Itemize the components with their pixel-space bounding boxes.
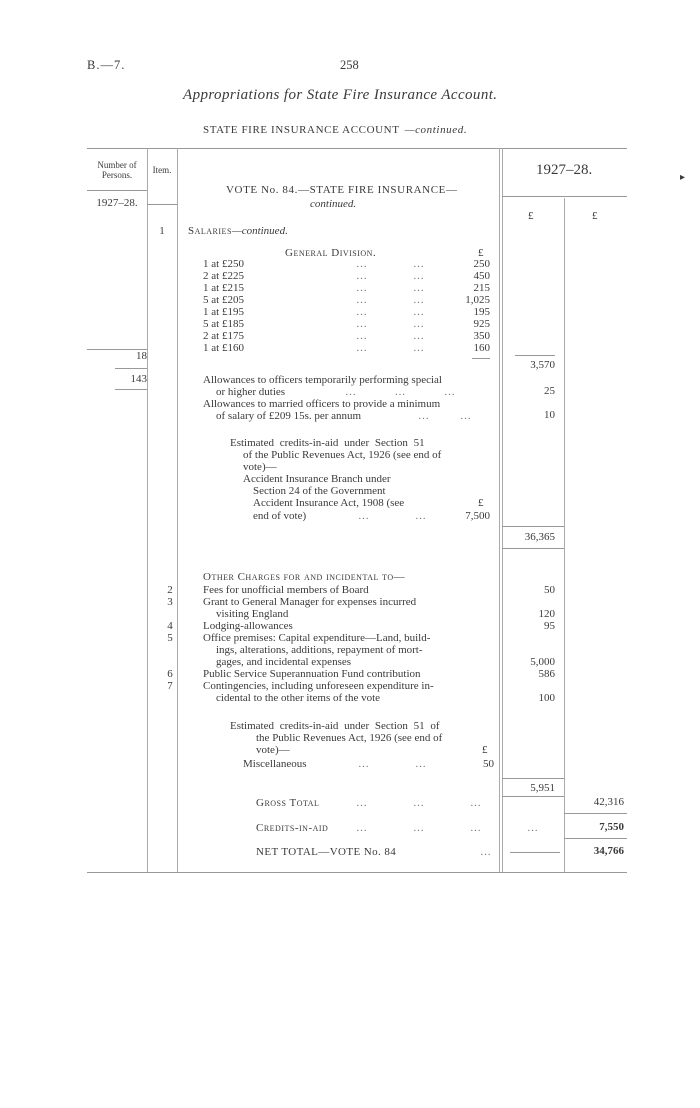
vote-heading: VOTE No. 84.—STATE FIRE INSURANCE—: [226, 184, 458, 196]
other-charge-item-number: 4: [167, 620, 173, 632]
credits-in-aid-amount: 7,550: [599, 821, 624, 833]
persons-total: 143: [130, 373, 147, 385]
salaries-item-number: 1: [159, 225, 165, 237]
other-charge-description: ings, alterations, additions, repayment of mort-: [216, 644, 423, 656]
gross-total-rule: [502, 796, 564, 797]
salaries-label: Salaries—continued.: [188, 225, 288, 237]
salaries-credits-line6: Accident Insurance Act, 1908 (see: [253, 497, 405, 509]
vote-heading-continued: continued.: [310, 198, 357, 210]
allowance2-line1: Allowances to married officers to provide a minimum: [203, 398, 441, 410]
table-top-rule: [87, 148, 627, 149]
salary-grade-label: 1 at £160: [203, 342, 244, 354]
salaries-label-text: Salaries: [188, 225, 232, 237]
other-charges-heading: Other Charges for and incidental to—: [203, 571, 406, 583]
salaries-credits-line2: of the Public Revenues Act, 1926 (see end of: [243, 449, 442, 461]
salaries-sum-rule: [472, 358, 490, 359]
other-credits-line4: Miscellaneous: [243, 758, 307, 770]
year-column-header: 1927–28.: [536, 162, 593, 178]
page-subtitle: [203, 124, 467, 136]
column-divider-persons: [147, 148, 148, 872]
credits-in-aid-leaders: … … …: [356, 822, 482, 834]
net-total-dash: [510, 852, 560, 853]
salaries-total-rule-top: [502, 526, 564, 527]
page-code: B.—7.: [87, 58, 126, 72]
salaries-credits-amount: 7,500: [465, 510, 490, 522]
salary-grade-label: 1 at £215: [203, 282, 244, 294]
column-divider-item: [177, 148, 178, 872]
salary-grade-leaders: … …: [356, 294, 425, 306]
margin-mark: ▸: [680, 172, 686, 183]
other-credits-line3: vote)—: [256, 744, 290, 756]
salary-grade-leaders: … …: [356, 306, 425, 318]
column-divider-desc-double: [502, 148, 503, 872]
salary-grade-leaders: … …: [356, 318, 425, 330]
gross-total-label: Gross Total: [256, 797, 320, 809]
salary-grade-amount: 1,025: [465, 294, 490, 306]
column-divider-amounts: [564, 198, 565, 872]
salary-grade-amount: 450: [473, 270, 490, 282]
salaries-credits-line1: Estimated credits-in-aid under Section 51: [230, 437, 425, 449]
other-charge-description: Office premises: Capital expenditure—Land, build-: [203, 632, 431, 644]
page-number: 258: [340, 58, 359, 72]
salaries-credits-line4: Accident Insurance Branch under: [243, 473, 391, 485]
persons-header-rule: [87, 190, 147, 191]
salaries-total: 36,365: [524, 531, 555, 543]
table-bottom-rule: [87, 872, 627, 873]
salaries-label-continued: continued.: [241, 225, 288, 237]
salary-grade-amount: 160: [473, 342, 490, 354]
gross-total-leaders: … … …: [356, 797, 482, 809]
other-charge-amount: 120: [538, 608, 555, 620]
salaries-credits-line3: vote)—: [243, 461, 277, 473]
salaries-total-rule-bottom: [502, 548, 564, 549]
subtotal-rule: [515, 355, 555, 356]
salary-grade-label: 5 at £185: [203, 318, 244, 330]
subtitle-text: STATE FIRE INSURANCE ACCOUNT: [203, 124, 400, 136]
salary-grade-leaders: … …: [356, 342, 425, 354]
page-title: Appropriations for State Fire Insurance Account.: [183, 87, 498, 103]
salary-grade-amount: 215: [473, 282, 490, 294]
net-total-rule-top: [564, 838, 627, 839]
other-charge-description: visiting England: [216, 608, 289, 620]
salary-grade-leaders: … …: [356, 258, 425, 270]
salaries-credits-leaders: … …: [358, 510, 427, 522]
salary-grade-leaders: … …: [356, 330, 425, 342]
column-divider-desc: [499, 148, 500, 872]
credits-in-aid-label: Credits-in-aid: [256, 822, 329, 834]
other-charge-item-number: 5: [167, 632, 173, 644]
other-charge-item-number: 7: [167, 680, 173, 692]
other-charge-description: gages, and incidental expenses: [216, 656, 352, 668]
salary-grade-label: 5 at £205: [203, 294, 244, 306]
salary-grade-leaders: … …: [356, 270, 425, 282]
other-charge-amount: 50: [544, 584, 555, 596]
allowance1-line1: Allowances to officers temporarily performing special: [203, 374, 442, 386]
other-charge-description: Contingencies, including unforeseen expenditure in-: [203, 680, 434, 692]
other-charge-description: cidental to the other items of the vote: [216, 692, 381, 704]
other-credits-amount: 50: [483, 758, 494, 770]
salary-grade-amount: 250: [473, 258, 490, 270]
item-column-header: Item.: [152, 165, 172, 175]
allowance1-line2: or higher duties: [216, 386, 286, 398]
other-charges-total: 5,951: [530, 782, 555, 794]
salaries-subtotal: 3,570: [530, 359, 555, 371]
net-total-amount: 34,766: [593, 845, 624, 857]
subtitle-continued: —continued.: [404, 124, 468, 136]
general-division-heading: General Division.: [285, 247, 377, 259]
other-credits-pound: £: [482, 744, 488, 756]
persons-year: 1927–28.: [96, 197, 138, 209]
salaries-credits-line7: end of vote): [253, 510, 307, 522]
salaries-pound-sign: £: [478, 247, 484, 259]
pound-column-2: £: [592, 210, 598, 222]
salaries-credits-pound: £: [478, 497, 484, 509]
item-header-rule: [147, 204, 177, 205]
other-charge-item-number: 3: [167, 596, 173, 608]
credits-total-rule-top: [564, 813, 627, 814]
salary-grade-label: 1 at £250: [203, 258, 244, 270]
other-charge-description: Public Service Superannuation Fund contribution: [203, 668, 421, 680]
salaries-credits-line5: Section 24 of the Government: [253, 485, 386, 497]
salary-grade-label: 2 at £225: [203, 270, 244, 282]
persons-total-rule-top: [115, 368, 147, 369]
other-charge-amount: 95: [544, 620, 555, 632]
pound-column-1: £: [528, 210, 534, 222]
salary-grade-label: 2 at £175: [203, 330, 244, 342]
allowance2-line2: of salary of £209 15s. per annum: [216, 410, 362, 422]
net-total-leaders: …: [480, 846, 492, 858]
allowance1-leaders: … … …: [345, 386, 456, 398]
year-header-rule: [502, 196, 627, 197]
other-charge-amount: 586: [538, 668, 555, 680]
other-charge-description: Fees for unofficial members of Board: [203, 584, 369, 596]
persons-column-header: Number of Persons.: [97, 160, 137, 180]
net-total-label: NET TOTAL—VOTE No. 84: [256, 846, 397, 858]
other-credits-leaders: … …: [358, 758, 427, 770]
salary-grade-amount: 195: [473, 306, 490, 318]
salary-grade-amount: 925: [473, 318, 490, 330]
credits-in-aid-blank: …: [527, 822, 539, 834]
other-credits-line1: Estimated credits-in-aid under Section 51 of: [230, 720, 440, 732]
other-total-rule-top: [502, 778, 564, 779]
other-charge-description: Lodging-allowances: [203, 620, 293, 632]
other-charge-amount: 100: [538, 692, 555, 704]
allowance2-amount: 10: [544, 409, 555, 421]
persons-count: 18: [136, 350, 147, 362]
allowance1-amount: 25: [544, 385, 555, 397]
salary-grade-amount: 350: [473, 330, 490, 342]
other-charge-description: Grant to General Manager for expenses incurred: [203, 596, 417, 608]
other-charge-amount: 5,000: [530, 656, 555, 668]
allowance2-leaders: … …: [418, 410, 472, 422]
salary-grade-label: 1 at £195: [203, 306, 244, 318]
persons-total-rule-bottom: [115, 389, 147, 390]
other-charge-item-number: 6: [167, 668, 173, 680]
salary-grade-leaders: … …: [356, 282, 425, 294]
other-charge-item-number: 2: [167, 584, 173, 596]
gross-total-amount: 42,316: [593, 796, 624, 808]
other-credits-line2: the Public Revenues Act, 1926 (see end of: [256, 732, 443, 744]
